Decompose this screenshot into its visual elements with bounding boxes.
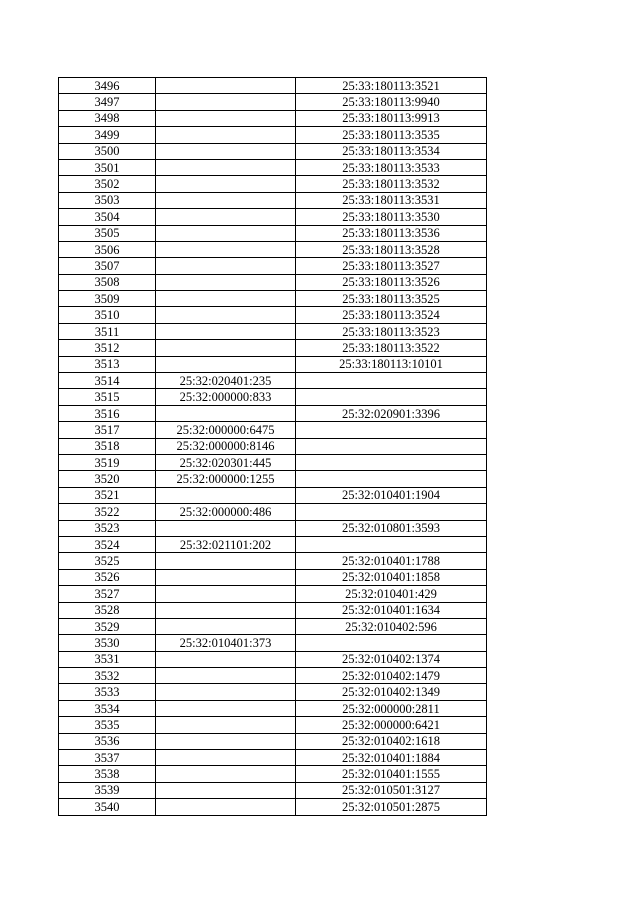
cadastral-number-cell-a [156,340,296,356]
row-number-cell: 3510 [59,307,156,323]
cadastral-number-cell-a [156,766,296,782]
cadastral-number-cell-b: 25:32:010402:1618 [296,733,487,749]
row-number-cell: 3535 [59,717,156,733]
cadastral-number-cell-a [156,291,296,307]
table-row [59,422,487,438]
row-number-cell: 3502 [59,176,156,192]
cadastral-number-cell-a [156,94,296,110]
cadastral-number-cell-b: 25:32:010401:1634 [296,602,487,618]
cadastral-number-cell-a [156,700,296,716]
cadastral-number-cell-b: 25:33:180113:3531 [296,192,487,208]
cadastral-number-cell-b: 25:32:010402:1479 [296,668,487,684]
row-number-cell: 3515 [59,389,156,405]
row-number-cell: 3538 [59,766,156,782]
cadastral-number-cell-a: 25:32:000000:486 [156,504,296,520]
cadastral-number-cell-a: 25:32:020301:445 [156,454,296,470]
cadastral-number-cell-a [156,356,296,372]
cadastral-number-cell-a: 25:32:000000:833 [156,389,296,405]
cadastral-number-cell-a [156,602,296,618]
cadastral-number-cell-b [296,389,487,405]
cadastral-number-cell-a [156,192,296,208]
cadastral-number-cell-a [156,405,296,421]
row-number-cell: 3514 [59,373,156,389]
table-row [59,192,487,208]
row-number-cell: 3525 [59,553,156,569]
table-row [59,405,487,421]
table-row [59,782,487,798]
row-number-cell: 3508 [59,274,156,290]
cadastral-number-cell-a [156,78,296,94]
table-row [59,78,487,94]
cadastral-number-cell-b: 25:32:010401:1904 [296,487,487,503]
cadastral-number-cell-b: 25:33:180113:3528 [296,241,487,257]
table-row [59,323,487,339]
table-row [59,504,487,520]
row-number-cell: 3530 [59,635,156,651]
table-row [59,209,487,225]
table-row [59,94,487,110]
cadastral-number-cell-b: 25:32:010401:1555 [296,766,487,782]
cadastral-number-cell-a [156,110,296,126]
cadastral-number-cell-b: 25:32:020901:3396 [296,405,487,421]
table-row [59,618,487,634]
cadastral-number-cell-a [156,307,296,323]
cadastral-number-cell-b: 25:32:010801:3593 [296,520,487,536]
cadastral-number-cell-a [156,684,296,700]
cadastral-number-cell-b [296,422,487,438]
table-row [59,143,487,159]
row-number-cell: 3519 [59,454,156,470]
cadastral-number-cell-a [156,553,296,569]
cadastral-number-cell-b [296,471,487,487]
row-number-cell: 3534 [59,700,156,716]
table-row [59,717,487,733]
cadastral-number-cell-b: 25:33:180113:3526 [296,274,487,290]
cadastral-number-cell-a: 25:32:010401:373 [156,635,296,651]
cadastral-number-cell-a [156,225,296,241]
cadastral-number-cell-b: 25:32:010401:429 [296,586,487,602]
row-number-cell: 3513 [59,356,156,372]
cadastral-number-cell-b: 25:32:010402:1349 [296,684,487,700]
cadastral-number-cell-a [156,586,296,602]
cadastral-number-cell-a [156,782,296,798]
cadastral-number-cell-a: 25:32:000000:6475 [156,422,296,438]
table-row [59,454,487,470]
cadastral-number-cell-b: 25:32:010401:1858 [296,569,487,585]
table-row [59,110,487,126]
cadastral-number-cell-b: 25:33:180113:3524 [296,307,487,323]
row-number-cell: 3496 [59,78,156,94]
table-row [59,438,487,454]
cadastral-number-cell-b [296,454,487,470]
table-row [59,553,487,569]
cadastral-number-cell-a [156,159,296,175]
row-number-cell: 3517 [59,422,156,438]
row-number-cell: 3531 [59,651,156,667]
table-row [59,291,487,307]
table-row [59,520,487,536]
row-number-cell: 3511 [59,323,156,339]
cadastral-number-cell-b [296,504,487,520]
row-number-cell: 3498 [59,110,156,126]
cadastral-number-cell-b: 25:33:180113:3536 [296,225,487,241]
row-number-cell: 3512 [59,340,156,356]
cadastral-number-cell-a: 25:32:020401:235 [156,373,296,389]
cadastral-number-cell-b: 25:32:010501:3127 [296,782,487,798]
cadastral-number-cell-a [156,733,296,749]
cadastral-number-cell-b: 25:32:010401:1788 [296,553,487,569]
cadastral-number-cell-b: 25:32:010401:1884 [296,750,487,766]
table-row [59,733,487,749]
cadastral-number-cell-a [156,274,296,290]
cadastral-number-cell-b [296,635,487,651]
row-number-cell: 3539 [59,782,156,798]
row-number-cell: 3528 [59,602,156,618]
row-number-cell: 3497 [59,94,156,110]
cadastral-number-table [58,77,487,816]
cadastral-number-cell-b: 25:33:180113:3521 [296,78,487,94]
row-number-cell: 3521 [59,487,156,503]
row-number-cell: 3522 [59,504,156,520]
row-number-cell: 3540 [59,799,156,815]
row-number-cell: 3524 [59,536,156,552]
table-row [59,635,487,651]
row-number-cell: 3505 [59,225,156,241]
table-row [59,274,487,290]
row-number-cell: 3501 [59,159,156,175]
cadastral-number-cell-b [296,438,487,454]
cadastral-number-cell-b: 25:33:180113:3535 [296,127,487,143]
cadastral-number-cell-a [156,520,296,536]
cadastral-number-cell-b: 25:32:010402:1374 [296,651,487,667]
table-row [59,258,487,274]
row-number-cell: 3507 [59,258,156,274]
cadastral-number-cell-a [156,143,296,159]
row-number-cell: 3509 [59,291,156,307]
cadastral-number-cell-b: 25:32:010501:2875 [296,799,487,815]
cadastral-number-cell-a [156,618,296,634]
table-row [59,487,487,503]
cadastral-number-cell-a: 25:32:000000:8146 [156,438,296,454]
row-number-cell: 3523 [59,520,156,536]
row-number-cell: 3516 [59,405,156,421]
row-number-cell: 3537 [59,750,156,766]
row-number-cell: 3532 [59,668,156,684]
table-row [59,799,487,815]
cadastral-number-cell-a [156,176,296,192]
cadastral-number-cell-b: 25:32:000000:2811 [296,700,487,716]
cadastral-number-cell-a [156,799,296,815]
row-number-cell: 3526 [59,569,156,585]
cadastral-number-cell-b [296,373,487,389]
table-body [59,78,487,816]
cadastral-number-cell-b: 25:32:010402:596 [296,618,487,634]
table-row [59,340,487,356]
cadastral-number-cell-a [156,258,296,274]
cadastral-number-cell-b: 25:33:180113:3532 [296,176,487,192]
cadastral-number-cell-b: 25:33:180113:3523 [296,323,487,339]
table-row [59,569,487,585]
cadastral-number-cell-b: 25:33:180113:3533 [296,159,487,175]
cadastral-number-cell-a [156,569,296,585]
cadastral-number-cell-a: 25:32:021101:202 [156,536,296,552]
table-row [59,225,487,241]
table-row [59,241,487,257]
cadastral-number-cell-b: 25:33:180113:9940 [296,94,487,110]
cadastral-number-cell-a [156,323,296,339]
table-row [59,651,487,667]
table-row [59,586,487,602]
table-row [59,389,487,405]
cadastral-number-cell-b: 25:33:180113:9913 [296,110,487,126]
table-row [59,356,487,372]
row-number-cell: 3533 [59,684,156,700]
row-number-cell: 3503 [59,192,156,208]
table-row [59,684,487,700]
cadastral-number-cell-b: 25:33:180113:3527 [296,258,487,274]
row-number-cell: 3518 [59,438,156,454]
cadastral-number-cell-b: 25:33:180113:3530 [296,209,487,225]
cadastral-number-cell-a [156,750,296,766]
table-row [59,127,487,143]
cadastral-number-cell-a [156,651,296,667]
table-row [59,766,487,782]
row-number-cell: 3529 [59,618,156,634]
table-row [59,602,487,618]
row-number-cell: 3527 [59,586,156,602]
cadastral-number-cell-a [156,127,296,143]
table-row [59,471,487,487]
row-number-cell: 3504 [59,209,156,225]
cadastral-number-cell-a [156,241,296,257]
row-number-cell: 3520 [59,471,156,487]
row-number-cell: 3499 [59,127,156,143]
table-row [59,159,487,175]
cadastral-number-cell-a: 25:32:000000:1255 [156,471,296,487]
cadastral-number-cell-a [156,717,296,733]
table-row [59,307,487,323]
row-number-cell: 3506 [59,241,156,257]
table-row [59,176,487,192]
table-row [59,700,487,716]
table-row [59,536,487,552]
cadastral-number-cell-a [156,209,296,225]
row-number-cell: 3500 [59,143,156,159]
cadastral-number-cell-b: 25:33:180113:10101 [296,356,487,372]
cadastral-number-cell-a [156,487,296,503]
cadastral-number-cell-b: 25:32:000000:6421 [296,717,487,733]
table-row [59,668,487,684]
cadastral-number-cell-b: 25:33:180113:3522 [296,340,487,356]
cadastral-number-cell-b [296,536,487,552]
table-row [59,750,487,766]
cadastral-number-cell-b: 25:33:180113:3534 [296,143,487,159]
cadastral-number-cell-a [156,668,296,684]
row-number-cell: 3536 [59,733,156,749]
table-row [59,373,487,389]
cadastral-number-cell-b: 25:33:180113:3525 [296,291,487,307]
